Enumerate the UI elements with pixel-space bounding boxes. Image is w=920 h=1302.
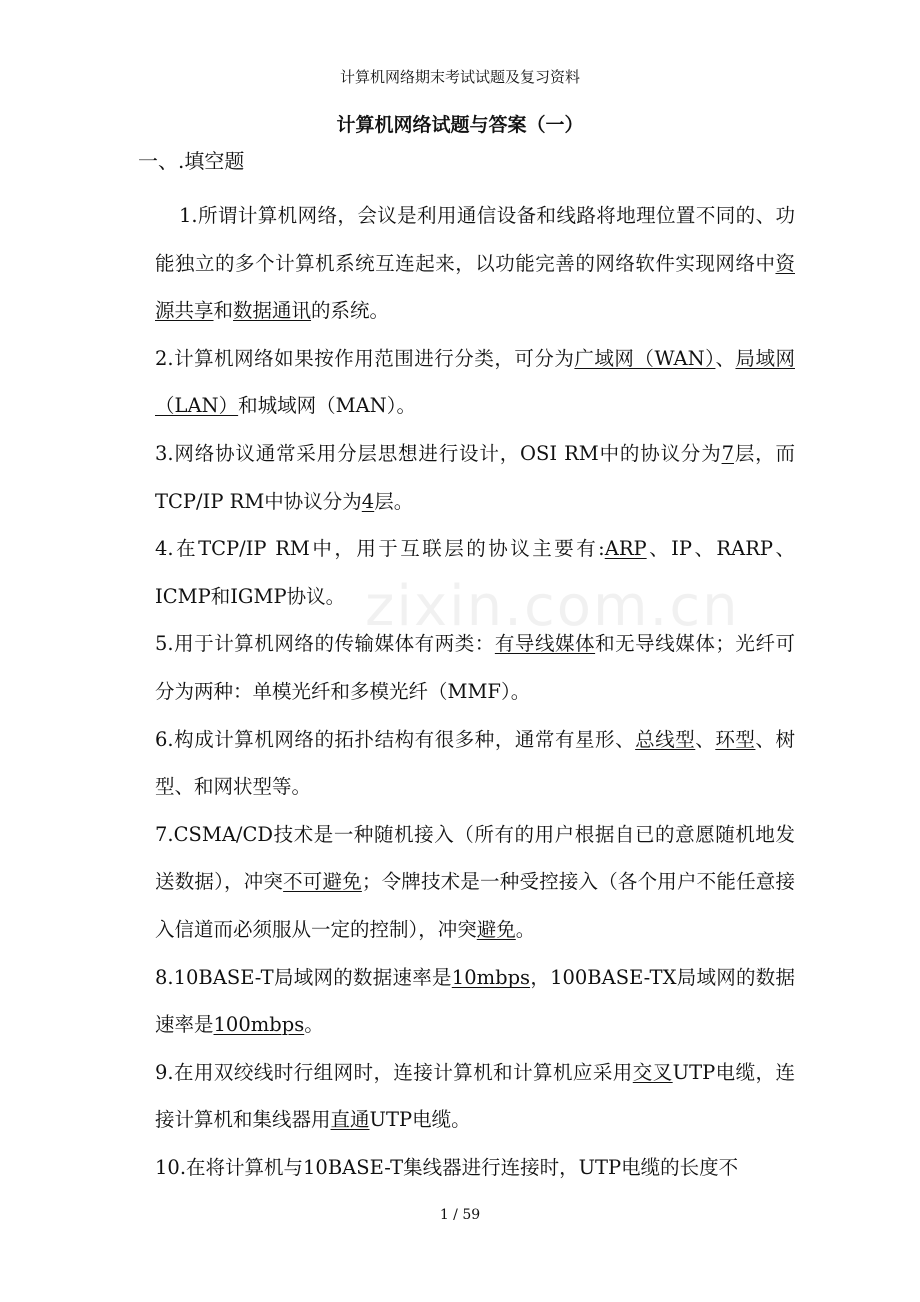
page-indicator: 1 / 59 <box>439 1207 481 1223</box>
question-text: 、 <box>715 346 736 370</box>
question-item <box>155 1144 795 1192</box>
question-text: 2.计算机网络如果按作用范围进行分类，可分为 <box>155 346 575 370</box>
answer-blank: 环型 <box>715 727 756 751</box>
question-text: 。 <box>515 917 536 941</box>
question-item <box>155 1049 795 1144</box>
answer-blank: 不可避免 <box>283 870 362 894</box>
question-item <box>155 954 795 1049</box>
question-text: 和无导线媒体；光纤可分为两种：单模光纤和多模光纤（MMF）。 <box>155 632 795 703</box>
watermark: zixin.com.cn <box>365 574 740 639</box>
question-text: ，100BASE-TX局域网的数据速率是 <box>155 965 796 1037</box>
question-text: 10.在将计算机与10BASE-T集线器进行连接时，UTP电缆的长度不 <box>155 1155 739 1179</box>
answer-blank: 4 <box>361 489 375 513</box>
question-text: 1.所谓计算机网络，会议是利用通信设备和线路将地理位置不同的、功能独立的多个计算机系统互连起来，以功能完善的网络软件实现网络中 <box>155 204 795 275</box>
question-text: UTP电缆，连接计算机和集线器用 <box>155 1060 795 1132</box>
question-text: 层，而TCP/IP RM中协议分为 <box>155 441 795 513</box>
question-item <box>155 430 795 525</box>
question-item <box>155 716 795 811</box>
answer-blank: ARP <box>604 537 647 561</box>
answer-blank: 避免 <box>476 917 516 941</box>
answer-blank: 7 <box>721 441 734 465</box>
answer-blank: 10mbps <box>451 965 531 989</box>
question-item <box>155 335 795 430</box>
question-text: 和 <box>213 299 234 323</box>
question-text: ；令牌技术是一种受控接入（各个用户不能任意接入信道而必须服从一定的控制），冲突 <box>155 870 795 941</box>
question-text: 、IP、RARP、ICMP和IGMP协议。 <box>155 537 795 608</box>
question-text: 4.在TCP/IP RM中，用于互联层的协议主要有: <box>155 537 605 561</box>
answer-blank: 资源共享 <box>155 251 795 323</box>
question-text: 9.在用双绞线时行组网时，连接计算机和计算机应采用 <box>155 1060 633 1084</box>
question-text: 6.构成计算机网络的拓扑结构有很多种，通常有星形、 <box>155 727 636 751</box>
question-text: 。 <box>304 1013 324 1037</box>
running-header: 计算机网络期末考试试题及复习资料 <box>339 68 580 86</box>
question-text: 8.10BASE-T局域网的数据速率是 <box>155 965 452 989</box>
question-text: 7.CSMA/CD技术是一种随机接入（所有的用户根据自已的意愿随机地发送数据），冲突 <box>155 822 795 894</box>
question-text: 的系统。 <box>311 299 390 323</box>
question-item <box>155 620 795 715</box>
answer-blank: 有导线媒体 <box>494 632 596 656</box>
question-item <box>155 192 795 335</box>
question-item <box>155 811 795 954</box>
answer-blank: 广域网（WAN） <box>574 346 716 370</box>
answer-blank: 交叉 <box>632 1060 673 1084</box>
question-text: 、树型、和网状型等。 <box>155 727 795 799</box>
question-text: UTP电缆。 <box>369 1108 471 1132</box>
section-heading: 一、.填空题 <box>138 149 245 173</box>
question-item <box>155 525 795 620</box>
answer-blank: 数据通讯 <box>233 299 312 323</box>
answer-blank: 总线型 <box>635 727 696 751</box>
question-list <box>155 192 795 1191</box>
question-text: 、 <box>695 727 716 751</box>
question-text: 和城域网（MAN）。 <box>238 394 416 418</box>
answer-blank: 局域网（LAN） <box>155 346 795 418</box>
question-text: 层。 <box>374 489 414 513</box>
question-text: 3.网络协议通常采用分层思想进行设计，OSI RM中的协议分为 <box>155 441 722 465</box>
question-text: 5.用于计算机网络的传输媒体有两类： <box>155 632 495 656</box>
answer-blank: 直通 <box>330 1108 370 1132</box>
document-title: 计算机网络试题与答案（一） <box>336 114 584 136</box>
answer-blank: 100mbps <box>213 1013 305 1037</box>
